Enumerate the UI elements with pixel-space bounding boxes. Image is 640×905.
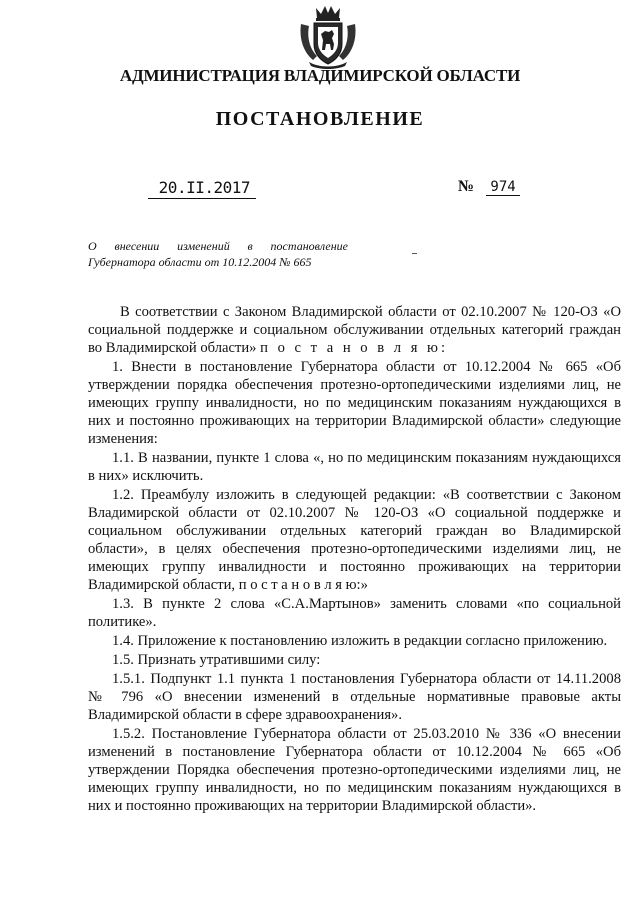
number-label: №: [458, 178, 475, 195]
clause-1-5-1: 1.5.1. Подпункт 1.1 пункта 1 постановления Губернатора области от 14.11.2008 № 796 «О внесении изменений в отдельные нормативные правовые акты Владимирской области в сфере здравоохранения».: [88, 671, 621, 723]
preamble-paragraph: [88, 303, 621, 357]
preamble-decree: п о с т а н о в л я ю:: [260, 340, 449, 356]
document-number: 974: [486, 179, 520, 196]
clause-1-1: 1.1. В названии, пункте 1 слова «, но по медицинским показаниям нуждающихся в них» исключить.: [88, 450, 621, 484]
coat-of-arms-icon: [297, 4, 359, 70]
stray-mark: [412, 253, 417, 254]
organization-title: АДМИНИСТРАЦИЯ ВЛАДИМИРСКОЙ ОБЛАСТИ: [119, 66, 521, 85]
document-date-field: [148, 178, 256, 199]
document-subject: [88, 238, 348, 270]
document-number-field: [458, 178, 520, 196]
clause-1-4: 1.4. Приложение к постановлению изложить в редакции согласно приложению.: [112, 633, 608, 649]
document-body: [88, 303, 621, 816]
clause-1-3: 1.3. В пункте 2 слова «С.А.Мартынов» заменить словами «по социальной политике».: [88, 596, 621, 630]
subject-line-1: О внесении изменений в постановление: [88, 239, 348, 253]
document-date: 20.II.2017: [158, 178, 250, 197]
clause-1: 1. Внести в постановление Губернатора области от 10.12.2004 № 665 «Об утверждении порядка обеспечения протезно-ортопедическими изделиями лиц, не имеющих группу инвалидности, но по медицинским показаниям нуждающихся в них и постоянно проживающих на территории Владимирской области» следующие изменения:: [88, 359, 621, 447]
clause-1-5-2: 1.5.2. Постановление Губернатора области от 25.03.2010 № 336 «О внесении изменений в постановление Губернатора области от 10.12.2004 № 665 «Об утверждении Порядка обеспечения протезно-ортопедическими изделиями лиц, не имеющих группу инвалидности, но по медицинским показаниям нуждающихся в них и постоянно проживающих на территории Владимирской области».: [88, 726, 621, 814]
clause-1-2: 1.2. Преамбулу изложить в следующей редакции: «В соответствии с Законом Владимирской области от 02.10.2007 № 120-ОЗ «О социальной поддержке и социальном обслуживании отдельных категорий граждан во Владимирской области», в целях обеспечения протезно-ортопедическими изделиями лиц, не имеющих группу инвалидности и постоянно проживающих на территории Владимирской области, п о с т а н о в л я ю:»: [88, 487, 621, 593]
document-type-title: ПОСТАНОВЛЕНИЕ: [215, 108, 425, 130]
preamble-text: В соответствии с Законом Владимирской области от 02.10.2007 № 120-ОЗ «О социальной поддержке и социальном обслуживании отдельных категорий граждан во Владимирской области»: [88, 304, 621, 356]
clause-1-5: 1.5. Признать утратившими силу:: [112, 652, 321, 668]
subject-line-2: Губернатора области от 10.12.2004 № 665: [88, 255, 312, 269]
